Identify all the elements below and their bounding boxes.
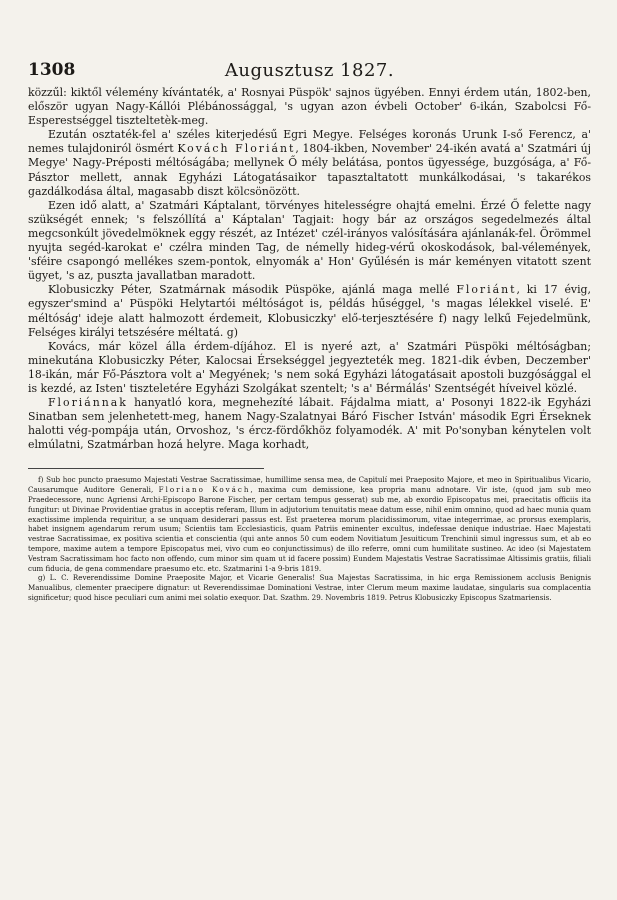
text-run: Ezután osztaték-fel a' széles kiterjedésű Egri Megye. Felséges koronás Urunk I-ső Ferencz, a' nemes tulajdoniról ösmért — [28, 128, 591, 156]
footnote-g — [28, 573, 591, 602]
paragraph — [28, 396, 591, 452]
footnote-f — [28, 475, 591, 573]
text-run: Kovács, már közel álla érdem-díjához. El is nyeré azt, a' Szatmári Püspöki méltóságban; minekutána Klobusiczky Péter, Kalocsai Érsekséggel jegyezteték meg. 1821-dik évben, Deczember' 18-ikán, már Fő-Pásztora volt a' Megyének; 's nem soká Egyházi látogatásait apostoli buzgósággal el is kezdé, az Isten' tiszteletére Egyházi Szolgákat szentelt; 's a' Bérmálás' Szentségét híveivel közlé. — [28, 339, 591, 395]
footnotes — [28, 475, 591, 602]
paragraph — [28, 340, 591, 396]
text-run: hanyatló kora, megnehezíté lábait. Fájdalma miatt, a' Posonyi 1822-ik Egyházi Sinatban sem jelenhetett-meg, hanem Nagy-Szalatnyai Báró Fischer István' második Egri Érseknek halotti vég-pompája után, Orvoshoz, 's ércz-fördőkhöz folyamodék. A' mit Po'sonyban kénytelen volt elmúlatni, Szatmárban hozá helyre. Maga korhadt, — [28, 396, 591, 452]
book-page — [28, 60, 591, 603]
text-run: közzűl: kiktől vélemény kívántaték, a' Rosnyai Püspök' sajnos ügyében. Ennyi érdem után, 1802-ben, először ugyan Nagy-Kállói Plébánossággal, 's ugyan azon évbeli October' 6-ikán, Szabolcsi Fő-Esperestséggel tiszteltetèk-meg. — [28, 86, 591, 128]
paragraph — [28, 128, 591, 198]
spaced-name: Floriano Kovách — [158, 485, 251, 495]
running-title: Augusztusz 1827. — [224, 60, 395, 81]
main-text — [28, 86, 591, 452]
spaced-name: Kovách Floriánt — [177, 142, 296, 156]
footnote-divider — [28, 468, 264, 469]
text-run: Klobusiczky Péter, Szatmárnak második Püspöke, ajánlá maga mellé — [48, 283, 457, 297]
text-run: Ezen idő alatt, a' Szatmári Káptalant, törvényes hitelességre ohajtá emelni. Érzé Ő felette nagy szükségét ennek; 's felszóllítá a' Káptalan' Tagjait: hogy bár az országos segedelmezés által megcsonkúlt jövedelmöknek eggy részét, az Intézet' czél-irányos valósítására ajánlanák-fel. Örömmel nyujta segéd-karokat e' czélra minden Tag, de némelly hideg-vérű okoskodások, bal-vélemények, 'sféire csapongó mellékes szem-pontok, elnyomák a' Hon' Gyűlésén is már keményen vitatott szent ügyet, 's az, puszta javallatban maradott. — [28, 198, 591, 283]
text-run: f) Sub hoc puncto praesumo Majestati Vestrae Sacratissimae, humillime sensa mea, de Capitulí mei Praeposito Majore, et meo in Spiritualibus Vicario, Causarumque Auditore Generali, — [28, 475, 591, 495]
paragraph — [28, 199, 591, 284]
text-run: g) L. C. Reverendissime Domine Praeposite Major, et Vicarie Generalis! Sua Majestas Sacratissima, in hic erga Remissionem acclusis Benignis Manualibus, clementer praecipere dignatur: ut Reverendissimae Dominationi Vestrae, inter Clerum meum maxime laudatae, singularis sua complacentia significetur; quod hisce peculiari cum animi mei solatio exequor. Dat. Szathm. 29. Novembris 1819. Petrus Klobusiczky Episcopus Szatmariensis. — [28, 573, 591, 602]
spaced-name: Floriánt — [456, 283, 517, 297]
page-number: 1308 — [28, 60, 76, 80]
text-run: , ki 17 évig, egyszer'smind a' Püspöki Helytartói méltóságot is, példás hűséggel, 's magas lélekkel viselé. E' méltóság' ideje alatt halmozott érdemeit, Klobusiczky' elő-terjesztésére f) nagy lelkű Fejedelmünk, Felséges királyi tetszésére méltatá. g) — [28, 283, 591, 339]
page-header — [28, 60, 591, 82]
text-run: , 1804-ikben, November' 24-ikén avatá a' Szatmári új Megye' Nagy-Préposti méltóságába; mellynek Ő mély belátása, pontos ügyessége, buzgósága, a' Fő-Pásztor mellett, annak Egyházi Látogatásaikor tapasztaltatott munkálkodásai, 's takarékos gazdálkodása által, magasabb diszt kölcsönözött. — [28, 142, 591, 198]
paragraph — [28, 283, 591, 339]
text-run: , maxima cum demissione, kea propria manu adnotare. Vir iste, (quod jam sub meo Praedecessore, nunc Agriensi Archi-Episcopo Barone Fischer, per certam tempus gesserat) sub me, ab exordio Episcopatus mei, praecitatis officiis ita fungitur: ut Divinae Providentiae gratus in acceptis referam, Illum in adjutorium tenuitatis meae datum esse, nihil enim omnino, quod ad haec munia quam exactissime implenda requiritur, a se unquam desiderari passus est. Est praeterea morum placidissimorum, vitae integerrimae, ac prorsus exemplaris, habet insignem agendarum rerum usum; Scientiis tam Ecclesiasticis, quam Patriis eminenter excultus, indefessae denique industriae. Haec Majestati vestrae Sacratissimae, ex positiva scientia et conscientia (qui ante annos 50 cum eodem Novitiatum Jesuiticum Trenchinii simul ingressus sum, et ab eo tempore, maxime autem a tempore Episcopatus mei, vivo cum eo conjunctissimus) de illo referre, omni cum humilitate sustineo. Ac ideo (si Majestatem Vestram Sacratissimam hoc facto non offendo, cum minor sim quam ut id facere possim) Eundem Majestatis Vestrae Sacratissimae Altissimis gratiis, filiali cum fiducia, de gena commendare praesumo etc. etc. Szatmarini 1-a 9-bris 1819. — [28, 485, 591, 573]
paragraph — [28, 86, 591, 128]
spaced-name: Floriánnak — [48, 396, 128, 410]
